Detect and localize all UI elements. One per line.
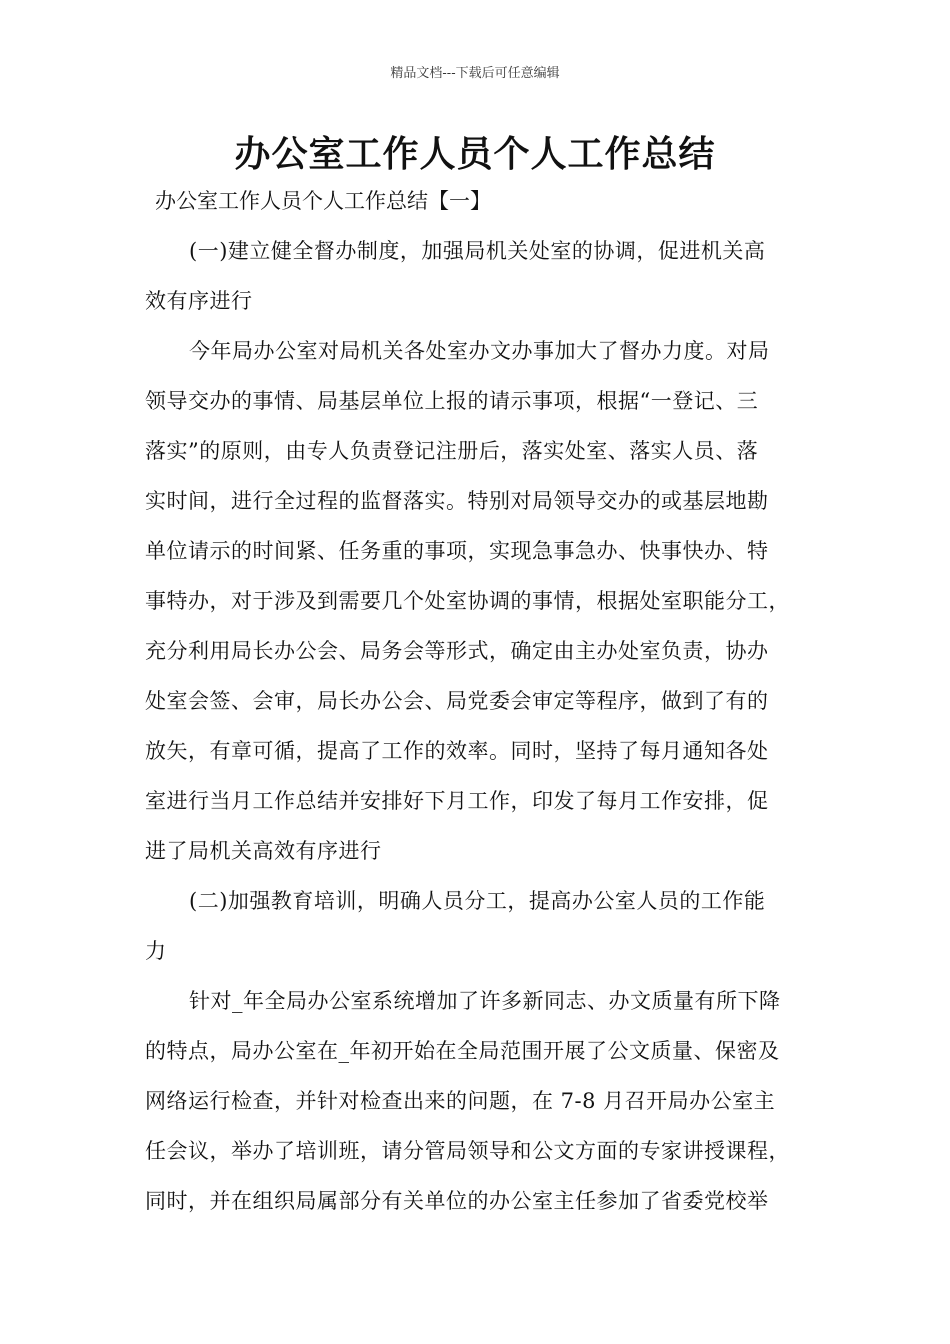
text-line: 针对_年全局办公室系统增加了许多新同志、办文质量有所下降 bbox=[189, 989, 781, 1013]
text-line: 今年局办公室对局机关各处室办文办事加大了督办力度。对局 bbox=[189, 339, 770, 363]
document-body bbox=[145, 176, 825, 1226]
paragraph-3 bbox=[145, 876, 825, 976]
document-title: 办公室工作人员个人工作总结 bbox=[234, 133, 716, 175]
text-line: 同时，并在组织局属部分有关单位的办公室主任参加了省委党校举 bbox=[145, 1189, 769, 1213]
header-note: 精品文档---下载后可任意编辑 bbox=[390, 66, 560, 81]
text-line: 落实”的原则，由专人负责登记注册后，落实处室、落实人员、落 bbox=[145, 439, 759, 463]
text-line: 力 bbox=[145, 939, 167, 963]
text-line: 任会议，举办了培训班，请分管局领导和公文方面的专家讲授课程， bbox=[145, 1139, 790, 1163]
paragraph-2 bbox=[145, 326, 825, 876]
paragraph-1 bbox=[145, 226, 825, 326]
text-line: 事特办，对于涉及到需要几个处室协调的事情，根据处室职能分工， bbox=[145, 589, 790, 613]
section-subtitle: 办公室工作人员个人工作总结【一】 bbox=[155, 189, 491, 213]
paragraph-4 bbox=[145, 976, 825, 1226]
text-line: 室进行当月工作总结并安排好下月工作，印发了每月工作安排，促 bbox=[145, 789, 769, 813]
text-line: 实时间，进行全过程的监督落实。特别对局领导交办的或基层地勘 bbox=[145, 489, 769, 513]
text-line: (一)建立健全督办制度，加强局机关处室的协调，促进机关高 bbox=[189, 239, 766, 263]
text-line: 单位请示的时间紧、任务重的事项，实现急事急办、快事快办、特 bbox=[145, 539, 769, 563]
text-line: 效有序进行 bbox=[145, 289, 253, 313]
text-line: 领导交办的事情、局基层单位上报的请示事项，根据“一登记、三 bbox=[145, 389, 759, 413]
text-line: 充分利用局长办公会、局务会等形式，确定由主办处室负责，协办 bbox=[145, 639, 769, 663]
text-line: 处室会签、会审，局长办公会、局党委会审定等程序，做到了有的 bbox=[145, 689, 769, 713]
text-line: 网络运行检查，并针对检查出来的问题，在 7-8 月召开局办公室主 bbox=[145, 1089, 776, 1113]
text-line: 放矢，有章可循，提高了工作的效率。同时，坚持了每月通知各处 bbox=[145, 739, 769, 763]
text-line: (二)加强教育培训，明确人员分工，提高办公室人员的工作能 bbox=[189, 889, 766, 913]
text-line: 的特点，局办公室在_年初开始在全局范围开展了公文质量、保密及 bbox=[145, 1039, 780, 1063]
text-line: 进了局机关高效有序进行 bbox=[145, 839, 382, 863]
